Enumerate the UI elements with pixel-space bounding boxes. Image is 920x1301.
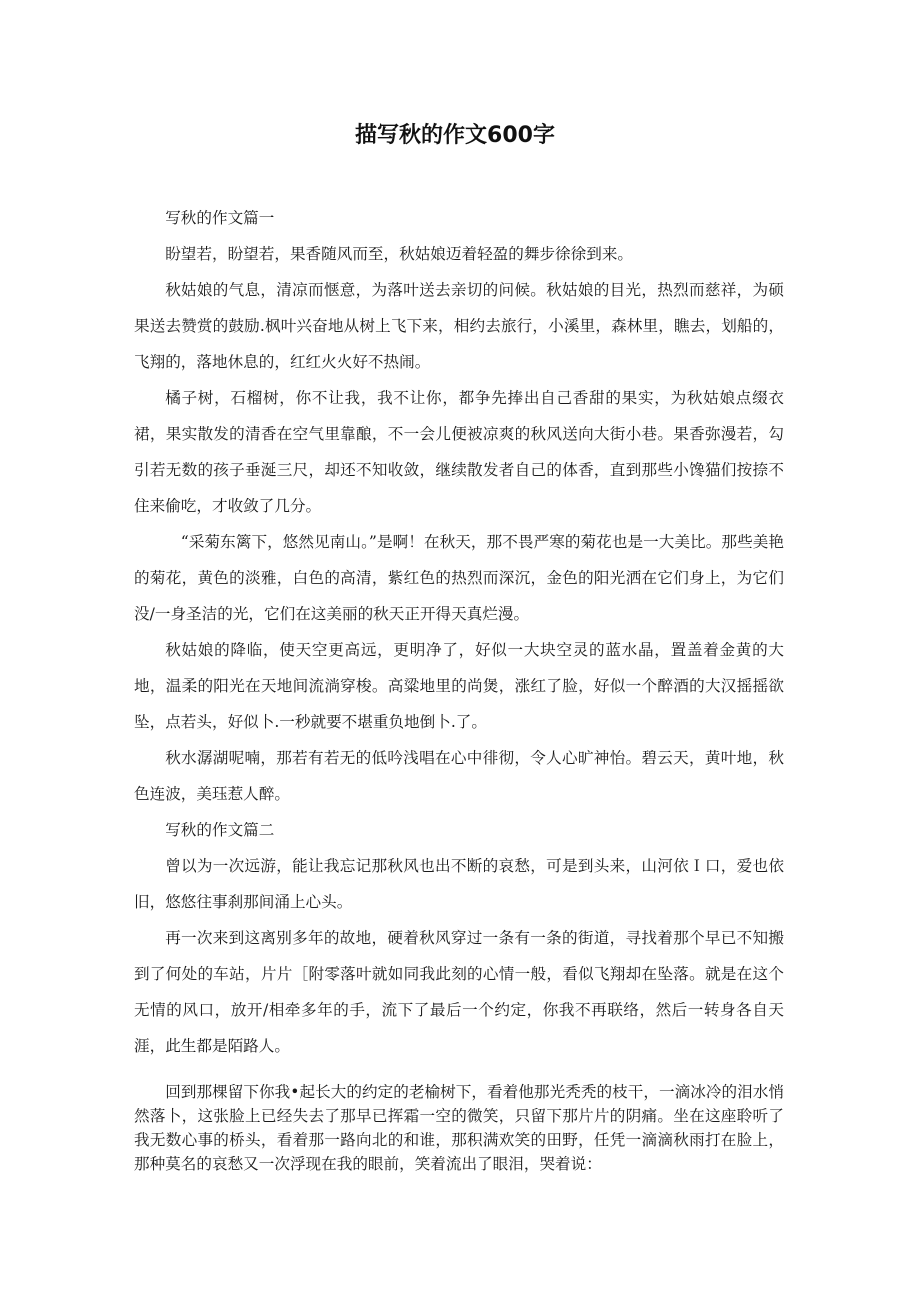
section-heading-1: 写秋的作文篇一: [165, 209, 275, 227]
paragraph: 秋姑娘的气息，清凉而惬意，为落叶送去亲切的问候。秋姑娘的目光，热烈而慈祥，为硕果送去赞赏的鼓励.枫叶兴奋地从树上飞下来，相约去旅行，小溪里，森林里，瞧去，划船的，飞翔的，落地休息的，红红火火好不热闹。: [134, 281, 784, 371]
paragraph: 秋姑娘的降临，使天空更高远，更明净了，好似一大块空灵的蓝水晶，置盖着金黄的大地，温柔的阳光在天地间流淌穿梭。高粱地里的尚煲，涨红了脸，好似一个醉酒的大汉摇摇欲坠，点若头，好似卜.一秒就要不堪重负地倒卜.了。: [134, 641, 784, 731]
quote-paragraph: “采菊东篱下，悠然见南山。”是啊！在秋天，那不畏严寒的菊花也是一大美比。那些美艳的菊花，黄色的淡雅，白色的高清，紫红色的热烈而深沉，金色的阳光洒在它们身上，为它们没/一身圣洁的光，它们在这美丽的秋天正开得天真烂漫。: [134, 533, 784, 623]
paragraph: 橘子树，石榴树，你不让我，我不让你，都争先捧出自己香甜的果实，为秋姑娘点缀衣裙，果实散发的清香在空气里靠酿，不一会儿便被凉爽的秋风送向大街小巷。果香弥漫若，勾引若无数的孩子垂涎三尺，却还不知收敛，继续散发者自己的体香，直到那些小馋猫们按捺不住来偷吃，才收敛了几分。: [134, 389, 784, 515]
paragraph: 盼望若，盼望若，果香随风而至，秋姑娘迈着轻盈的舞步徐徐到来。: [165, 245, 634, 263]
section-heading-2: 写秋的作文篇二: [165, 821, 275, 839]
paragraph: 秋水潺湖呢喃，那若有若无的低吟浅唱在心中徘彻，令人心旷神怡。碧云天，黄叶地，秋色连波，美珏惹人醉。: [134, 749, 784, 803]
document-title: 描写秋的作文600字: [355, 123, 555, 148]
paragraph: 回到那棵留下你我•起长大的约定的老榆树下，看着他那光秃秃的枝干，一滴冰冷的泪水悄然落卜，这张脸上已经失去了那早已挥霜一空的微笑，只留下那片片的阴痛。坐在这座聆听了我无数心事的桥头，看着那一路向北的和谁，那积满欢笑的田野，任凭一滴滴秋雨打在脸上，那种莫名的哀愁又一次浮现在我的眼前，笑着流出了眼泪，哭着说：: [134, 1083, 784, 1173]
paragraph: 曾以为一次远游，能让我忘记那秋风也出不断的哀愁，可是到头来，山河依Ｉ口，爱也依旧，悠悠往事刹那间涌上心头。: [134, 857, 784, 911]
document-body: [134, 200, 784, 1176]
paragraph: 再一次来到这离别多年的故地，硬着秋风穿过一条有一条的街道，寻找着那个早已不知搬到了何处的车站，片片［附零落叶就如同我此刻的心情一般，看似飞翔却在坠落。就是在这个无情的风口，放开/相牵多年的手，流下了最后一个约定，你我不再联络，然后一转身各自天涯，此生都是陌路人。: [134, 929, 784, 1055]
